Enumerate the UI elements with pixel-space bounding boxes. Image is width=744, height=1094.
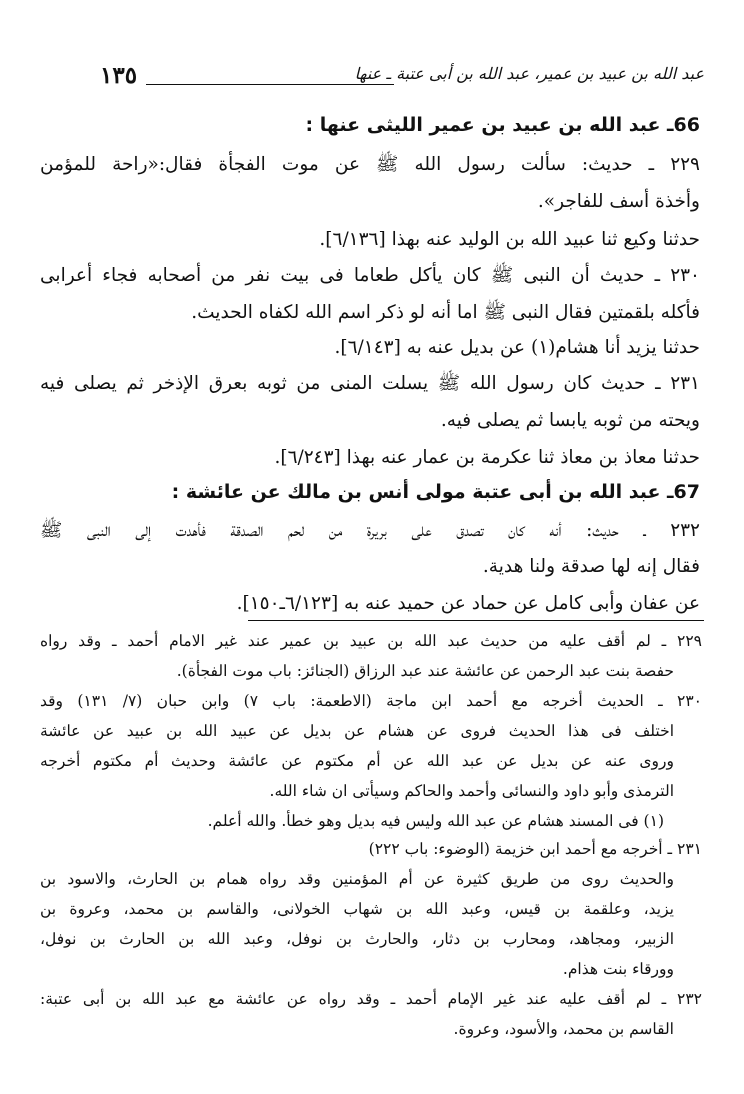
header-rule <box>146 84 394 85</box>
hadith-231-line-2: ويحته من ثوبه يابسا ثم يصلى فيه. <box>440 410 700 431</box>
footnote-231-line-4: الزبير، ومجاهد، ومحارب بن دثار، والحارث بن نوفل، وعبد الله بن الحارث بن نوفل، <box>40 930 674 948</box>
footnote-230-line-2: اختلف فى هذا الحديث فروى عن هشام عن بديل عن عبيد الله بن عبيد عن عائشة <box>40 722 674 740</box>
footnote-231-line-2: والحديث روى من طريق كثيرة عن أم المؤمنين وقد رواه همام بن الحارث، والاسود بن <box>40 870 674 888</box>
hadith-230-isnad: حدثنا يزيد أنا هشام(١) عن بديل عنه به [٦/١٤٣]. <box>334 337 700 358</box>
footnote-231-line-1: ٢٣١ ـ أخرجه مع أحمد ابن خزيمة (الوضوء: باب ٢٢٢) <box>368 840 702 858</box>
footnote-231-line-5: وورقاء بنت هذام. <box>562 960 674 978</box>
footnote-230-line-1: ٢٣٠ ـ الحديث أخرجه مع أحمد ابن ماجة (الاطعمة: باب ٧) وابن حبان (٧/ ١٣١) وقد <box>40 692 702 710</box>
section-heading-67: 67ـ عبد الله بن أبى عتبة مولى أنس بن مالك عن عائشة : <box>171 481 700 503</box>
footnote-232-line-1: ٢٣٢ ـ لم أقف عليه عند غير الإمام أحمد ـ وقد رواه عن عائشة مع عبد الله بن أبى عتبة: <box>40 990 702 1008</box>
hadith-229-line-1: ٢٢٩ ـ حديث: سألت رسول الله ﷺ عن موت الفجأة فقال:«راحة للمؤمن <box>40 154 700 175</box>
footnote-229-line-2: حفصة بنت عبد الرحمن عن عائشة عند عبد الرزاق (الجنائز: باب موت الفجأة). <box>176 662 674 680</box>
running-title: عبد الله بن عبيد بن عمير، عبد الله بن أبى عتبة ـ عنها <box>354 64 704 83</box>
footnote-separator <box>248 620 704 621</box>
section-heading-66: 66ـ عبد الله بن عبيد بن عمير الليثى عنها : <box>305 114 700 136</box>
hadith-232-isnad: عن عفان وأبى كامل عن حماد عن حميد عنه به [٦/١٢٣ـ١٥٠]. <box>236 593 700 614</box>
footnote-229-line-1: ٢٢٩ ـ لم أقف عليه من حديث عبد الله بن عبيد بن عمير عند غير الامام أحمد ـ وقد رواه <box>40 632 702 650</box>
hadith-230-line-1: ٢٣٠ ـ حديث أن النبى ﷺ كان يأكل طعاما فى بيت نفر من أصحابه فجاء أعرابى <box>40 265 700 286</box>
page-header <box>84 58 704 94</box>
hadith-229-isnad: حدثنا وكيع ثنا عبيد الله بن الوليد عنه بهذا [٦/١٣٦]. <box>319 229 700 250</box>
page-number: ١٣٥ <box>100 62 138 89</box>
hadith-232-line-2: فقال إنه لها صدقة ولنا هدية. <box>482 556 700 577</box>
hadith-232-line-1: ٢٣٢ ـ حديث: أنه كان تصدق على بريرة من لحم الصدقة فأهدت إلى النبى ﷺ <box>40 520 700 541</box>
hadith-231-line-1: ٢٣١ ـ حديث كان رسول الله ﷺ يسلت المنى من ثوبه بعرق الإذخر ثم يصلى فيه <box>40 373 700 394</box>
footnote-232-line-2: القاسم بن محمد، والأسود، وعروة. <box>453 1020 674 1038</box>
footnote-230-line-4: الترمذى وأبو داود والنسائى وأحمد والحاكم وسيأتى ان شاء الله. <box>269 782 674 800</box>
footnote-1: (١) فى المسند هشام عن عبد الله وليس فيه بديل وهو خطأ. والله أعلم. <box>207 812 664 830</box>
footnote-231-line-3: يزيد، وعلقمة بن قيس، وعبد الله بن شهاب الخولانى، والقاسم بن محمد، وعروة بن <box>40 900 674 918</box>
hadith-231-isnad: حدثنا معاذ بن معاذ ثنا عكرمة بن عمار عنه بهذا [٦/٢٤٣]. <box>274 447 700 468</box>
hadith-229-line-2: وأخذة أسف للفاجر». <box>537 191 700 212</box>
footnote-230-line-3: وروى عنه عن بديل عن عبد الله عن أم مكتوم عن عائشة وحديث أم مكتوم أخرجه <box>40 752 674 770</box>
hadith-230-line-2: فأكله بلقمتين فقال النبى ﷺ اما أنه لو ذكر اسم الله لكفاه الحديث. <box>191 302 700 323</box>
